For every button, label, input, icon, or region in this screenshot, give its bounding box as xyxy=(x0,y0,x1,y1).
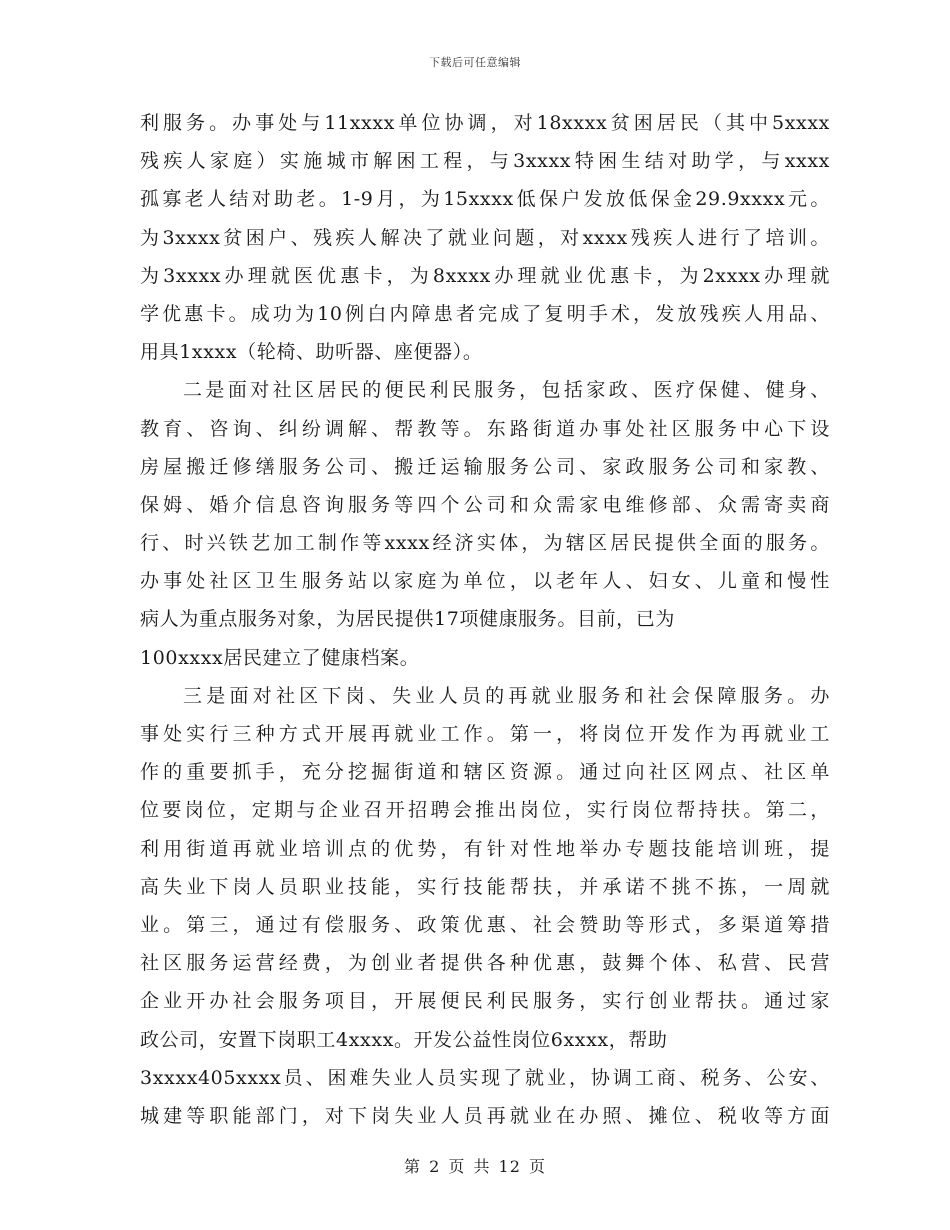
text-line: 城建等职能部门，对下岗失业人员再就业在办照、摊位、税收等方面 xyxy=(140,1104,830,1127)
text-line: 社区服务运营经费，为创业者提供各种优惠，鼓舞个体、私营、民营 xyxy=(140,952,830,975)
text-line: 利服务。办事处与11xxxx单位协调，对18xxxx贫困居民（其中5xxxx xyxy=(140,112,830,134)
text-line: 办事处社区卫生服务站以家庭为单位，以老年人、妇女、儿童和慢性 xyxy=(140,570,830,593)
text-line: 高失业下岗人员职业技能，实行技能帮扶，并承诺不挑不拣，一周就 xyxy=(140,875,830,898)
text-line: 作的重要抓手，充分挖掘街道和辖区资源。通过向社区网点、社区单 xyxy=(140,761,830,784)
text-line: 二是面对社区居民的便民利民服务，包括家政、医疗保健、健身、 xyxy=(183,379,830,402)
text-line: 政公司，安置下岗职工4xxxx。开发公益性岗位6xxxx，帮助 xyxy=(140,1028,668,1051)
text-line: 位要岗位，定期与企业召开招聘会推出岗位，实行岗位帮持扶。第二， xyxy=(140,799,830,822)
text-line: 为3xxxx办理就医优惠卡，为8xxxx办理就业优惠卡，为2xxxx办理就 xyxy=(140,264,830,287)
text-line: 孤寡老人结对助老。1-9月，为15xxxx低保户发放低保金29.9xxxx元。 xyxy=(140,188,830,211)
text-line: 三是面对社区下岗、失业人员的再就业服务和社会保障服务。办 xyxy=(183,684,830,707)
text-line: 残疾人家庭）实施城市解困工程，与3xxxx特困生结对助学，与xxxx xyxy=(140,150,830,173)
document-body xyxy=(140,104,830,1135)
text-line: 事处实行三种方式开展再就业工作。第一，将岗位开发作为再就业工 xyxy=(140,723,830,745)
text-line: 业。第三，通过有偿服务、政策优惠、社会赞助等形式，多渠道筹措 xyxy=(140,913,830,936)
page-number: 第 2 页 共 12 页 xyxy=(404,1157,546,1176)
text-line: 3xxxx405xxxx员、困难失业人员实现了就业，协调工商、税务、公安、 xyxy=(140,1066,830,1089)
text-line: 房屋搬迁修缮服务公司、搬迁运输服务公司、家政服务公司和家教、 xyxy=(140,455,830,478)
text-line: 用具1xxxx（轮椅、助听器、座便器）。 xyxy=(140,341,483,364)
text-line: 保姆、婚介信息咨询服务等四个公司和众需家电维修部、众需寄卖商 xyxy=(140,493,830,516)
page-header-note: 下载后可任意编辑 xyxy=(429,56,521,69)
paragraph xyxy=(140,104,830,371)
text-line: 病人为重点服务对象，为居民提供17项健康服务。目前，已为 xyxy=(140,608,675,631)
paragraph xyxy=(140,371,830,677)
text-line: 企业开办社会服务项目，开展便民利民服务，实行创业帮扶。通过家 xyxy=(140,990,830,1013)
text-line: 教育、咨询、纠纷调解、帮教等。东路街道办事处社区服务中心下设 xyxy=(140,417,830,440)
text-line: 学优惠卡。成功为10例白内障患者完成了复明手术，发放残疾人用品、 xyxy=(140,302,830,325)
text-line: 为3xxxx贫困户、残疾人解决了就业问题，对xxxx残疾人进行了培训。 xyxy=(140,226,830,249)
text-line: 利用街道再就业培训点的优势，有针对性地举办专题技能培训班，提 xyxy=(140,837,830,860)
paragraph xyxy=(140,677,830,1135)
text-line: 行、时兴铁艺加工制作等xxxx经济实体，为辖区居民提供全面的服务。 xyxy=(140,532,830,555)
text-line: 100xxxx居民建立了健康档案。 xyxy=(140,646,420,669)
